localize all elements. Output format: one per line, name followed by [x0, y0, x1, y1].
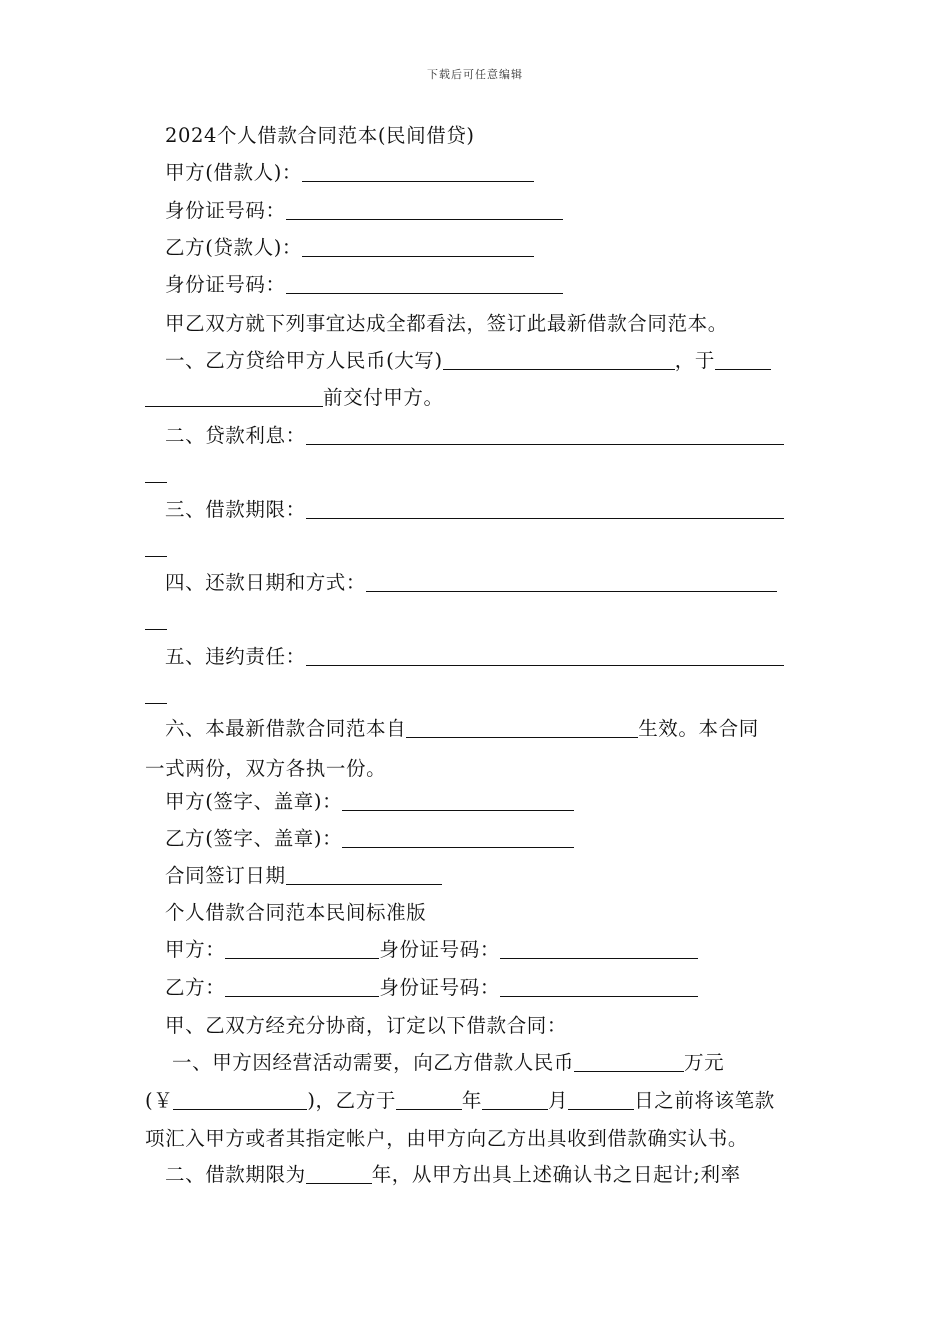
loan-years-blank[interactable] [306, 1163, 372, 1184]
article-1-text: 一、甲方因经营活动需要，向乙方借款人民币 [172, 1051, 575, 1074]
month-blank[interactable] [482, 1089, 548, 1110]
year-label: 年 [461, 1089, 483, 1112]
party-b-id-line [165, 272, 830, 298]
sign-date-blank[interactable] [286, 864, 442, 885]
document-title: 2024个人借款合同范本(民间借贷) [165, 124, 475, 147]
party-a-blank[interactable] [302, 161, 534, 182]
transfer-by: )，乙方于 [307, 1089, 396, 1112]
party-a-id-line [165, 198, 830, 224]
term-label: 三、借款期限： [165, 498, 306, 521]
repayment-blank-cont[interactable] [145, 609, 167, 630]
party-a-sign-line [165, 789, 830, 815]
article-1-unit: 万元 [684, 1051, 725, 1074]
year-blank[interactable] [396, 1089, 462, 1110]
agreement-intro: 甲乙双方就下列事宜达成全都看法，签订此最新借款合同范本。 [165, 312, 728, 335]
clause-6-cont: 一式两份，双方各执一份。 [145, 757, 387, 780]
effective-date-blank[interactable] [406, 717, 638, 738]
term-cont [145, 535, 810, 561]
party-b-blank[interactable] [302, 236, 534, 257]
repayment-cont [145, 608, 810, 634]
liability-blank-cont[interactable] [145, 683, 167, 704]
liability-blank[interactable] [306, 645, 784, 666]
negotiation-intro: 甲、乙双方经充分协商，订定以下借款合同： [165, 1014, 568, 1037]
article-1-cont [145, 1088, 810, 1114]
date-blank-a[interactable] [715, 349, 771, 370]
party-a-label: 甲方(借款人)： [165, 161, 303, 184]
clause-6-effective: 生效。本合同 [638, 717, 759, 740]
clause-1-on: ，于 [674, 349, 715, 372]
party-b-line [165, 235, 830, 261]
party-a-id-label: 身份证号码： [165, 199, 286, 222]
yuan-open: (￥ [145, 1089, 174, 1112]
party-b-sign-label: 乙方(签字、盖章)： [165, 827, 343, 850]
party-a-id-blank[interactable] [286, 199, 563, 220]
liability-line [165, 644, 830, 670]
clause-1-text: 一、乙方贷给甲方人民币(大写) [165, 349, 443, 372]
party-b-sign-line [165, 826, 830, 852]
term-blank-cont[interactable] [145, 536, 167, 557]
party-a-info-id-label: 身份证号码： [379, 938, 500, 961]
sign-date-label: 合同签订日期 [165, 864, 286, 887]
amount-blank[interactable] [443, 349, 675, 370]
liability-cont [145, 682, 810, 708]
interest-blank[interactable] [306, 424, 784, 445]
article-2-cont: 年，从甲方出具上述确认书之日起计;利率 [371, 1163, 741, 1186]
party-b-id-blank[interactable] [286, 273, 563, 294]
term-line [165, 497, 830, 523]
date-blank-b[interactable] [145, 386, 323, 407]
party-a-info-id-blank[interactable] [500, 938, 698, 959]
party-b-label: 乙方(贷款人)： [165, 236, 303, 259]
yuan-amount-blank[interactable] [173, 1089, 307, 1110]
party-b-info-id-label: 身份证号码： [379, 976, 500, 999]
day-blank[interactable] [568, 1089, 634, 1110]
article-1-line [172, 1050, 837, 1076]
page-header: 下载后可任意编辑 [427, 68, 523, 81]
interest-line [165, 423, 830, 449]
repayment-label: 四、还款日期和方式： [165, 571, 367, 594]
party-a-info-label: 甲方： [165, 938, 226, 961]
standard-version-title: 个人借款合同范本民间标准版 [165, 901, 427, 924]
party-b-info-line [165, 975, 830, 1001]
party-b-id-label: 身份证号码： [165, 273, 286, 296]
article-2-text: 二、借款期限为 [165, 1163, 306, 1186]
month-label: 月 [548, 1089, 569, 1112]
interest-label: 二、贷款利息： [165, 424, 306, 447]
day-label: 日之前将该笔款 [634, 1089, 775, 1112]
article-2-line [165, 1162, 830, 1188]
clause-1-cont [145, 385, 810, 411]
loan-amount-blank[interactable] [574, 1051, 684, 1072]
party-a-name-blank[interactable] [225, 938, 379, 959]
party-b-info-label: 乙方： [165, 976, 226, 999]
repayment-blank[interactable] [366, 571, 777, 592]
clause-6-text: 六、本最新借款合同范本自 [165, 717, 407, 740]
party-b-info-id-blank[interactable] [500, 976, 698, 997]
clause-6-line [165, 716, 830, 742]
repayment-line [165, 570, 830, 596]
interest-blank-cont[interactable] [145, 462, 167, 483]
article-1-end: 项汇入甲方或者其指定帐户，由甲方向乙方出具收到借款确实认书。 [145, 1127, 749, 1150]
party-b-name-blank[interactable] [225, 976, 379, 997]
interest-cont [145, 461, 810, 487]
clause-1-delivery: 前交付甲方。 [323, 386, 444, 409]
party-a-info-line [165, 937, 830, 963]
party-b-sign-blank[interactable] [342, 827, 574, 848]
term-blank[interactable] [306, 498, 784, 519]
party-a-line [165, 160, 830, 186]
clause-1-line [165, 348, 830, 374]
liability-label: 五、违约责任： [165, 645, 306, 668]
sign-date-line [165, 863, 830, 889]
party-a-sign-label: 甲方(签字、盖章)： [165, 790, 343, 813]
party-a-sign-blank[interactable] [342, 790, 574, 811]
